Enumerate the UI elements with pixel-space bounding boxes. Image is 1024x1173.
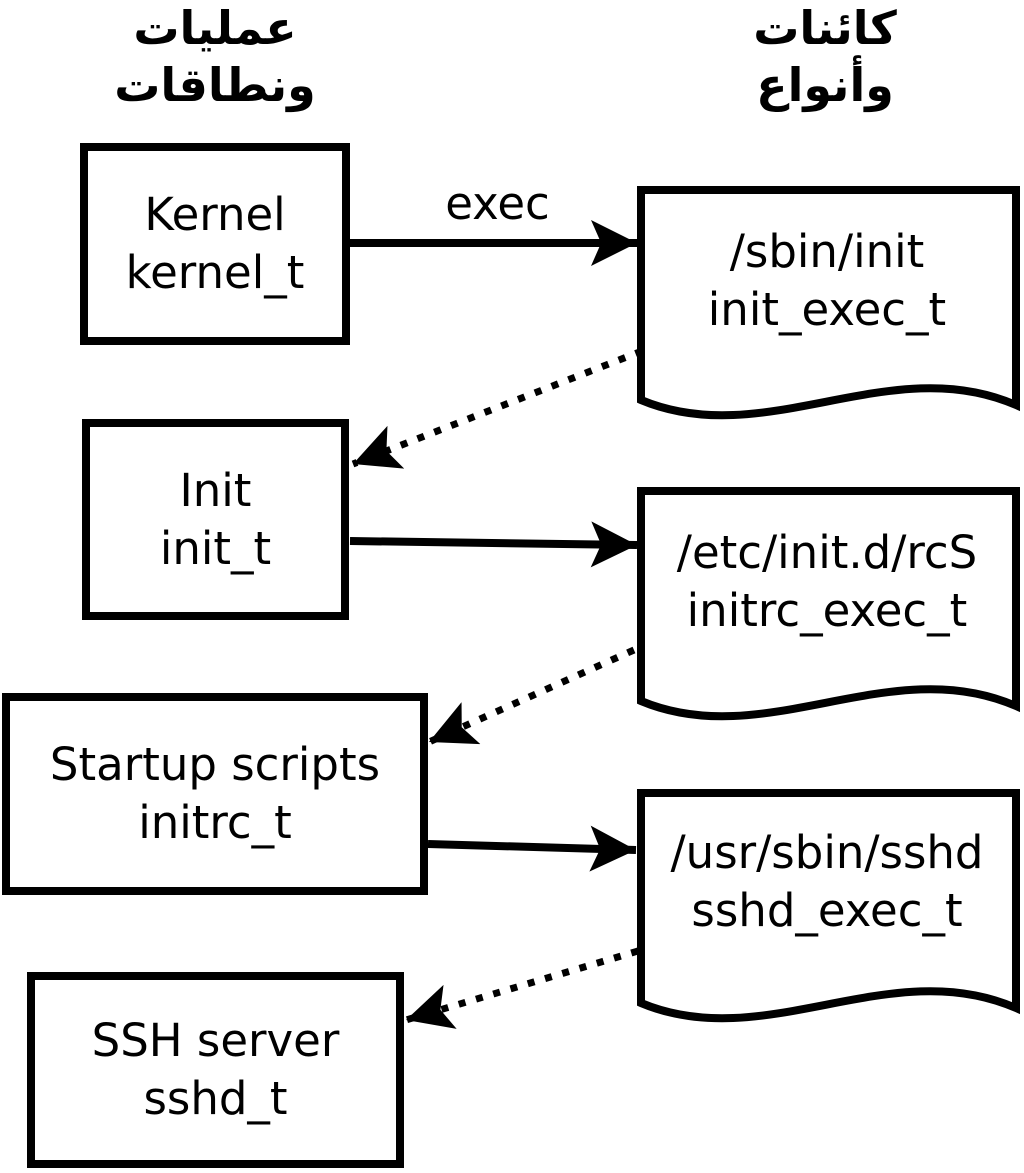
object-doc-usr-sbin-sshd [637,793,1017,971]
object-type-label: init_exec_t [707,283,947,336]
process-domain-type: sshd_t [143,1072,288,1125]
process-box-kernel [80,143,350,345]
header-line: كائنات [753,1,897,55]
transition-arrow-initrc-exec-to-initrc-t [429,650,634,742]
process-name: Startup scripts [49,738,381,791]
process-box-ssh-server [27,972,404,1168]
header-line: عمليات [133,1,297,55]
exec-arrow-init-to-rcs [350,541,637,545]
process-box-startup-scripts [2,693,428,895]
process-domain-type: init_t [159,521,272,575]
transition-arrow-init-exec-to-init-t [353,351,642,464]
process-box-init [82,419,349,620]
object-type-label: initrc_exec_t [686,584,968,637]
process-domain-type: kernel_t [125,246,305,299]
exec-edge-label: exec [445,177,550,230]
exec-arrow-startup-to-sshd [428,844,636,850]
header-line: ونطاقات [114,58,316,112]
process-domain-type: initrc_t [138,796,292,849]
object-path: /etc/init.d/rcS [676,526,978,579]
object-path: /sbin/init [729,225,925,278]
header-line: وأنواع [756,58,894,112]
object-type-label: sshd_exec_t [691,884,963,937]
process-name: SSH server [91,1014,340,1067]
column-header-objects-types [630,0,1020,114]
object-path: /usr/sbin/sshd [670,826,984,879]
object-doc-etc-initd-rcs [637,491,1017,673]
process-name: Init [179,463,252,517]
column-header-processes-domains [60,0,370,114]
object-doc-sbin-init [637,190,1017,372]
transition-arrow-sshd-exec-to-sshd-t [406,951,638,1020]
process-name: Kernel [144,188,286,241]
